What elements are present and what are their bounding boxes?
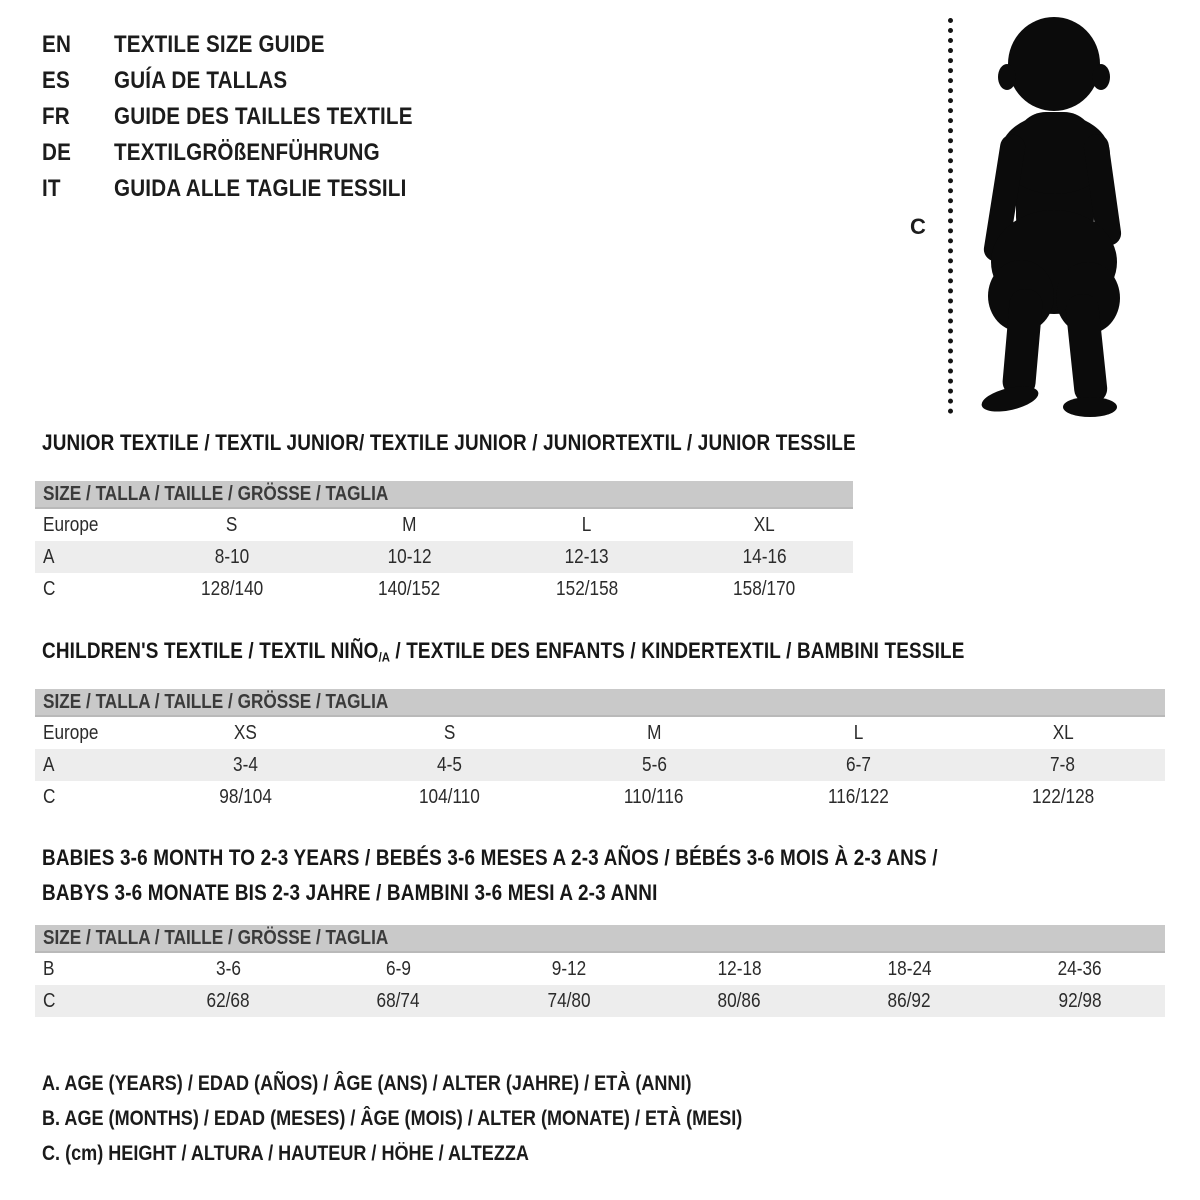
- nino-a-subscript: /A: [378, 649, 390, 665]
- size-value-cell: 9-12: [551, 957, 587, 980]
- junior-size-table: [35, 481, 853, 605]
- babies-section-title: BABIES 3-6 MONTH TO 2-3 YEARS / BEBÉS 3-6 MESES A 2-3 AÑOS / BÉBÉS 3-6 MOIS À 2-3 ANS / BABYS 3-6 MONATE BIS 2-3 JAHRE / BAMBINI 3-6 MESI A 2-3 ANNI: [42, 845, 938, 905]
- size-value-cell: 68/74: [376, 989, 421, 1012]
- row-label: B: [43, 957, 55, 980]
- legend-line-c: C. (cm) HEIGHT / ALTURA / HAUTEUR / HÖHE / ALTEZZA: [42, 1142, 529, 1165]
- measurement-figure: [890, 0, 1190, 440]
- section-childrens-textile: [35, 638, 1165, 813]
- size-value-cell: 14-16: [742, 545, 787, 568]
- size-value-cell: 6-7: [845, 753, 871, 776]
- size-table-header: SIZE / TALLA / TAILLE / GRÖSSE / TAGLIA: [35, 481, 853, 509]
- language-title-list: [42, 27, 461, 207]
- size-value-cell: M: [402, 513, 417, 536]
- table-row-a: [35, 749, 1165, 781]
- table-row-europe: [35, 509, 853, 541]
- size-value-cell: 12-18: [717, 957, 762, 980]
- row-label: A: [43, 545, 55, 568]
- language-code: ES: [42, 67, 70, 94]
- language-code: DE: [42, 139, 72, 166]
- language-row-fr: [42, 99, 461, 135]
- table-row-a: [35, 541, 853, 573]
- size-value-cell: 62/68: [206, 989, 250, 1012]
- language-title: GUIDA ALLE TAGLIE TESSILI: [114, 175, 407, 202]
- size-value-cell: 3-4: [232, 753, 258, 776]
- size-value-cell: XL: [753, 513, 775, 536]
- children-size-table: [35, 689, 1165, 813]
- size-value-cell: L: [581, 513, 592, 536]
- size-value-cell: 116/122: [827, 785, 889, 808]
- language-row-it: [42, 171, 461, 207]
- height-measure-label: C: [910, 214, 926, 239]
- size-value-cell: 158/170: [733, 577, 796, 600]
- row-label: C: [43, 785, 56, 808]
- language-code: FR: [42, 103, 70, 130]
- size-value-cell: 74/80: [547, 989, 591, 1012]
- size-value-cell: 5-6: [641, 753, 667, 776]
- language-title: GUÍA DE TALLAS: [114, 67, 288, 94]
- measurement-legend: [42, 1066, 856, 1171]
- language-row-de: [42, 135, 461, 171]
- size-value-cell: 10-12: [387, 545, 432, 568]
- row-label: C: [43, 989, 56, 1012]
- babies-size-table: [35, 925, 1165, 1017]
- size-table-header: SIZE / TALLA / TAILLE / GRÖSSE / TAGLIA: [35, 689, 1165, 717]
- size-value-cell: S: [443, 721, 456, 744]
- row-label: A: [43, 753, 55, 776]
- height-measure-dotted-line: [948, 18, 953, 414]
- language-title: TEXTILE SIZE GUIDE: [114, 31, 325, 58]
- size-value-cell: 128/140: [200, 577, 263, 600]
- section-junior-textile: [35, 430, 856, 605]
- size-value-cell: 86/92: [887, 989, 931, 1012]
- table-row-europe: [35, 717, 1165, 749]
- size-value-cell: L: [853, 721, 864, 744]
- language-title: TEXTILGRÖßENFÜHRUNG: [114, 139, 380, 166]
- section-babies-textile: [35, 840, 1165, 1017]
- size-value-cell: M: [646, 721, 662, 744]
- language-row-es: [42, 63, 461, 99]
- table-row-c: [35, 781, 1165, 813]
- legend-line-a: A. AGE (YEARS) / EDAD (AÑOS) / ÂGE (ANS) / ALTER (JAHRE) / ETÀ (ANNI): [42, 1072, 692, 1095]
- size-value-cell: 152/158: [555, 577, 618, 600]
- size-value-cell: 98/104: [218, 785, 272, 808]
- toddler-silhouette-icon: [966, 14, 1142, 418]
- legend-line-b: B. AGE (MONTHS) / EDAD (MESES) / ÂGE (MOIS) / ALTER (MONATE) / ETÀ (MESI): [42, 1107, 743, 1130]
- language-code: IT: [42, 175, 61, 202]
- size-value-cell: 140/152: [378, 577, 441, 600]
- row-label: Europe: [43, 721, 99, 744]
- children-section-title: CHILDREN'S TEXTILE / TEXTIL NIÑO/A / TEXTILE DES ENFANTS / KINDERTEXTIL / BAMBINI TESSILE: [42, 638, 965, 665]
- size-value-cell: 7-8: [1050, 753, 1076, 776]
- size-value-cell: 6-9: [386, 957, 411, 980]
- size-value-cell: 122/128: [1031, 785, 1094, 808]
- size-value-cell: 110/116: [624, 785, 684, 808]
- size-table-header: SIZE / TALLA / TAILLE / GRÖSSE / TAGLIA: [35, 925, 1165, 953]
- size-value-cell: 8-10: [214, 545, 249, 568]
- table-row-c: [35, 573, 853, 605]
- table-row-c: [35, 985, 1165, 1017]
- language-row-en: [42, 27, 461, 63]
- table-row-b: [35, 953, 1165, 985]
- size-value-cell: S: [226, 513, 238, 536]
- language-title: GUIDE DES TAILLES TEXTILE: [114, 103, 413, 130]
- language-code: EN: [42, 31, 72, 58]
- size-value-cell: 12-13: [564, 545, 609, 568]
- size-value-cell: 3-6: [215, 957, 241, 980]
- size-value-cell: 18-24: [887, 957, 932, 980]
- size-value-cell: 92/98: [1058, 989, 1102, 1012]
- size-value-cell: 104/110: [419, 785, 481, 808]
- row-label: Europe: [43, 513, 99, 536]
- junior-section-title: JUNIOR TEXTILE / TEXTIL JUNIOR/ TEXTILE JUNIOR / JUNIORTEXTIL / JUNIOR TESSILE: [42, 430, 856, 455]
- size-value-cell: 4-5: [437, 753, 463, 776]
- size-value-cell: XL: [1052, 721, 1074, 744]
- row-label: C: [43, 577, 56, 600]
- size-value-cell: 24-36: [1057, 957, 1102, 980]
- size-value-cell: XS: [233, 721, 257, 744]
- size-value-cell: 80/86: [717, 989, 761, 1012]
